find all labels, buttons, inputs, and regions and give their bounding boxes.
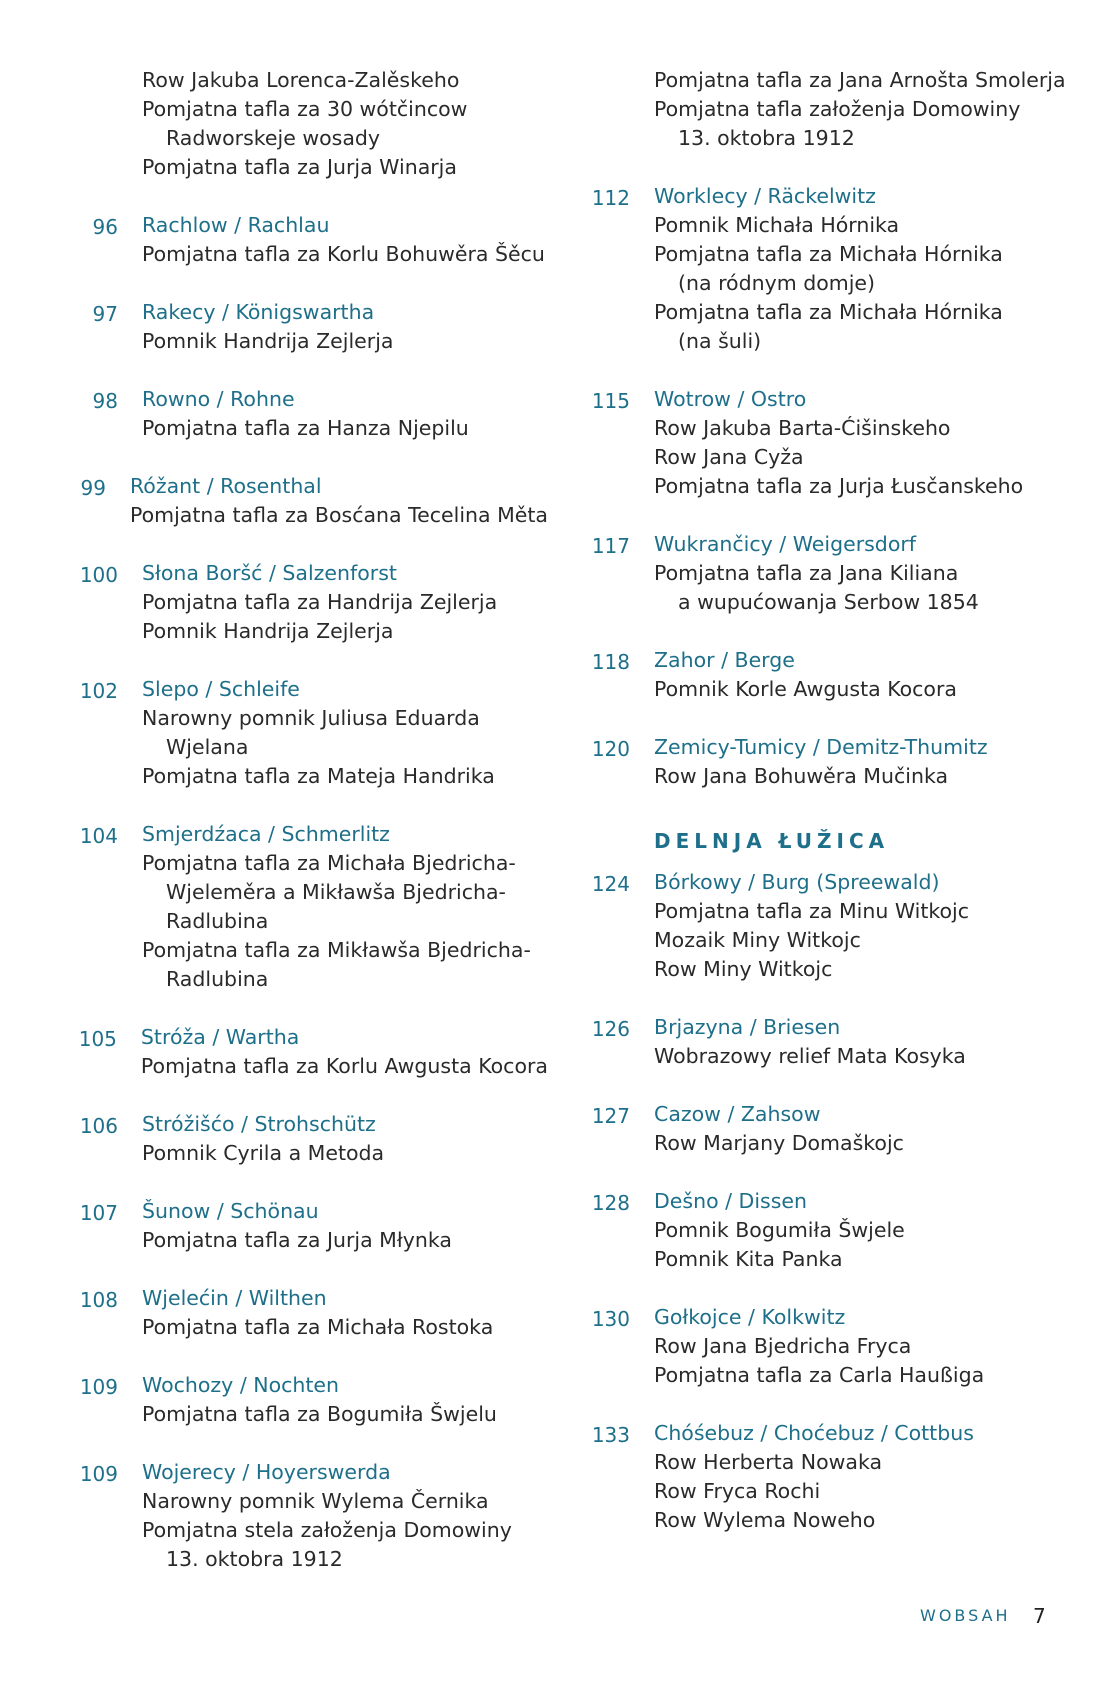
toc-item: Wobrazowy relief Mata Kosyka [654,1044,966,1068]
toc-item: Pomjatna tafla za Jurja Łusčanskeho [654,474,1024,498]
toc-item: Pomjatna tafla za Jurja Winarja [142,155,457,179]
toc-item: Pomnik Korle Awgusta Kocora [654,677,957,701]
toc-item: Pomjatna tafla za Korlu Awgusta Kocora [140,1054,548,1078]
continuation-block [590,66,1066,153]
place-name[interactable]: Wukrančicy / Weigersdorf [654,532,917,556]
continuation-block [78,66,548,182]
place-name[interactable]: Zemicy-Tumicy / Demitz-Thumitz [654,735,988,759]
toc-item: Pomjatna stela załoženja Domowiny [142,1518,512,1542]
place-name[interactable]: Zahor / Berge [654,648,795,672]
toc-entry [590,1303,1060,1390]
place-name[interactable]: Wjelećin / Wilthen [142,1286,327,1310]
toc-entry [590,1419,1060,1535]
toc-entry [590,1100,1060,1158]
toc-item: Pomnik Handrija Zejlerja [142,329,394,353]
toc-entry [78,211,548,269]
toc-item: Row Jakuba Lorenca-Zalěskeho [142,68,460,92]
toc-entry [78,1023,548,1081]
toc-item: Wjelana [166,735,249,759]
toc-item: 13. oktobra 1912 [166,1547,343,1571]
place-name[interactable]: Stróžišćo / Strohschütz [142,1112,376,1136]
toc-entry [590,530,1060,617]
page-number: 128 [591,1191,630,1215]
toc-item: Row Jana Bjedricha Fryca [654,1334,912,1358]
toc-item: Row Jana Cyža [654,445,804,469]
toc-item: Mozaik Miny Witkojc [654,928,861,952]
page-number: 112 [591,186,630,210]
place-name[interactable]: Dešno / Dissen [654,1189,807,1213]
toc-item: Row Jakuba Barta-Ćišinskeho [654,416,951,440]
page-number: 109 [79,1462,118,1486]
place-name[interactable]: Róžant / Rosenthal [129,474,322,498]
page-number: 99 [80,476,106,500]
toc-entry [78,1458,548,1574]
toc-item: Pomjatna tafla załoženja Domowiny [654,97,1021,121]
page-number: 117 [591,534,630,558]
toc-entry [78,559,548,646]
page-number-footer: 7 [1033,1604,1046,1628]
toc-item: (na ródnym domje) [678,271,876,295]
page-number: 127 [591,1104,630,1128]
toc-item: Row Marjany Domaškojc [654,1131,904,1155]
toc-item: Pomjatna tafla za Korlu Bohuwěra Šěcu [142,242,545,266]
toc-entry [590,733,1060,791]
toc-item: Radlubina [166,909,269,933]
toc-entry [590,868,1060,984]
place-name[interactable]: Wotrow / Ostro [654,387,807,411]
toc-item: Row Wylema Noweho [654,1508,876,1532]
toc-item: 13. oktobra 1912 [678,126,855,150]
toc-entry [78,385,548,443]
page-number: 109 [79,1375,118,1399]
running-footer-label: WOBSAH [920,1606,1011,1625]
page-number: 105 [78,1027,117,1051]
toc-item: Narowny pomnik Juliusa Eduarda [142,706,480,730]
toc-entry [78,298,548,356]
toc-item: Pomjatna tafla za Carla Haußiga [654,1363,985,1387]
toc-item: (na šuli) [678,329,762,353]
page-number: 124 [591,872,630,896]
toc-entry [78,1110,548,1168]
page-number: 115 [591,389,630,413]
place-name[interactable]: Smjerdźaca / Schmerlitz [142,822,390,846]
place-name[interactable]: Chóśebuz / Choćebuz / Cottbus [654,1421,974,1445]
toc-entry [78,820,548,994]
toc-item: Pomjatna tafla za Bosćana Tecelina Měta [129,503,548,527]
toc-item: Pomjatna tafla za Michała Hórnika [654,300,1003,324]
toc-item: Row Herberta Nowaka [654,1450,883,1474]
place-name[interactable]: Slepo / Schleife [142,677,300,701]
toc-item: Pomjatna tafla za Jana Kiliana [654,561,959,585]
place-name[interactable]: Šunow / Schönau [142,1199,319,1223]
place-name[interactable]: Bórkowy / Burg (Spreewald) [654,870,940,894]
toc-item: Pomjatna tafla za 30 wótčincow [142,97,468,121]
toc-item: Pomjatna tafla za Jurja Młynka [142,1228,452,1252]
place-name[interactable]: Cazow / Zahsow [654,1102,821,1126]
place-name[interactable]: Słona Boršć / Salzenforst [142,561,397,585]
page-number: 106 [79,1114,118,1138]
toc-item: Pomjatna tafla za Minu Witkojc [654,899,970,923]
page-number: 107 [79,1201,118,1225]
toc-item: Row Jana Bohuwěra Mučinka [654,764,949,788]
right-column [590,66,1066,1535]
toc-entry [590,1013,1060,1071]
toc-item: Pomnik Handrija Zejlerja [142,619,394,643]
toc-item: Pomjatna tafla za Bogumiła Šwjelu [142,1402,497,1426]
toc-item: Pomjatna tafla za Mateja Handrika [142,764,495,788]
place-name[interactable]: Rowno / Rohne [142,387,295,411]
page-number: 98 [92,389,118,413]
toc-item: Radlubina [166,967,269,991]
toc-item: Pomnik Kita Panka [654,1247,843,1271]
place-name[interactable]: Wochozy / Nochten [142,1373,340,1397]
toc-entry [590,385,1060,501]
toc-item: Pomjatna tafla za Jana Arnošta Smolerja [654,68,1066,92]
toc-item: Pomnik Cyrila a Metoda [142,1141,385,1165]
place-name[interactable]: Worklecy / Räckelwitz [654,184,876,208]
page-number: 102 [79,679,118,703]
toc-item: Pomjatna tafla za Michała Bjedricha- [142,851,516,875]
toc-entry [78,1197,548,1255]
toc-entry [590,646,1060,704]
toc-item: Wjeleměra a Mikławša Bjedricha- [166,880,506,904]
place-name[interactable]: Rakecy / Königswartha [142,300,375,324]
place-name[interactable]: Rachlow / Rachlau [142,213,330,237]
page-number: 97 [92,302,118,326]
page-number: 118 [591,650,630,674]
toc-item: Pomnik Bogumiła Šwjele [654,1218,905,1242]
toc-entry [590,182,1060,356]
toc-item: Pomjatna tafla za Hanza Njepilu [142,416,469,440]
toc-item: Pomjatna tafla za Mikławša Bjedricha- [142,938,531,962]
toc-item: Pomjatna tafla za Handrija Zejlerja [142,590,498,614]
page-number: 104 [79,824,118,848]
toc-item: Pomnik Michała Hórnika [654,213,900,237]
toc-item: Narowny pomnik Wylema Černika [142,1489,489,1513]
page-number: 120 [591,737,630,761]
toc-entry [590,1187,1060,1274]
place-name[interactable]: Gołkojce / Kolkwitz [654,1305,846,1329]
place-name[interactable]: Brjazyna / Briesen [654,1015,841,1039]
page-number: 108 [79,1288,118,1312]
page-number: 96 [92,215,118,239]
toc-item: Row Miny Witkojc [654,957,833,981]
section-heading: DELNJA ŁUŽICA [654,829,890,853]
place-name[interactable]: Stróža / Wartha [140,1025,300,1049]
page-number: 133 [591,1423,630,1447]
page-number: 126 [591,1017,630,1041]
toc-item: Row Fryca Rochi [654,1479,821,1503]
left-column [78,66,548,1574]
toc-item: Pomjatna tafla za Michała Rostoka [142,1315,494,1339]
toc-item: a wupućowanja Serbow 1854 [678,590,979,614]
toc-entry [78,675,548,791]
toc-entry [78,1371,548,1429]
toc-item: Radworskeje wosady [166,126,381,150]
toc-entry [78,1284,548,1342]
place-name[interactable]: Wojerecy / Hoyerswerda [142,1460,391,1484]
page-number: 100 [79,563,118,587]
page-number: 130 [591,1307,630,1331]
toc-entry [78,472,548,530]
toc-item: Pomjatna tafla za Michała Hórnika [654,242,1003,266]
